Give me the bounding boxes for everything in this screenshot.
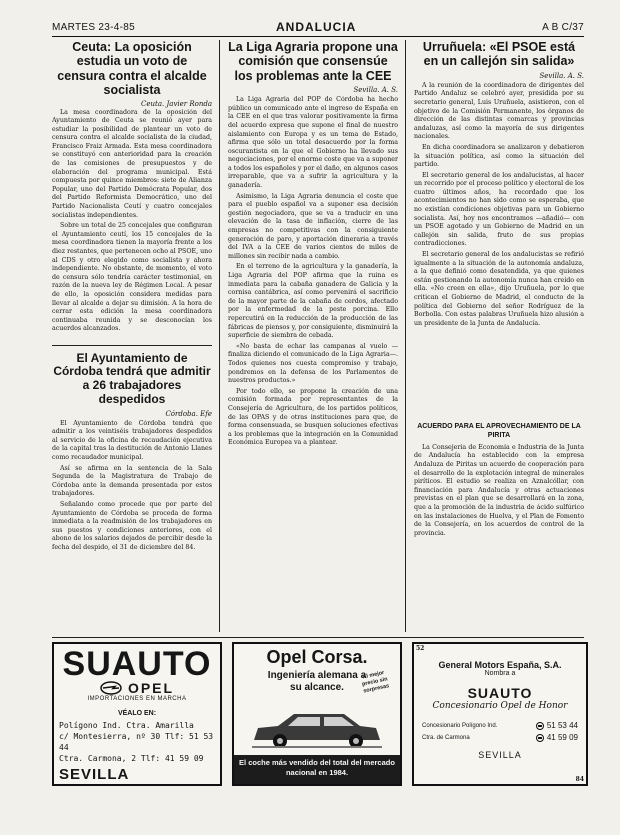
gm-desc: Concesionario Opel de Honor [432, 701, 568, 711]
paragraph: El secretario general de los andalucistas se refirió igualmente a la situación de la autonomía andaluza, a la que definió como desatendida, ya que quienes están gestionando la autonomía nunca han creído en ella. «No creen en ella», dijo Uruñuela, por lo que critican el Gobierno de Madrid, el conducto de la política del Gobierno del señor Rodríguez de la Borbolla. Con estas palabras Uruñuela hizo alusión a un presidente de la Junta de Andalucía. [414, 251, 584, 327]
column-2 [228, 40, 398, 623]
suauto-visit: VÉALO EN: [117, 710, 157, 717]
cordoba-body [52, 420, 212, 638]
paragraph: En dicha coordinadora se analizaron y debatieron la situación política, así como la situación del partido. [414, 143, 584, 169]
car-illustration [248, 706, 384, 750]
gm-corner-b: 84 [575, 776, 584, 783]
ceuta-headline: Ceuta: La oposición estudia un voto de censura contra el alcalde socialista [57, 40, 207, 98]
liga-byline: Sevilla. A. S. [353, 86, 398, 95]
gm-contact-phone: 41 59 09 [546, 733, 578, 742]
gm-contact-label: Concesionario Polígono Ind. [422, 722, 498, 729]
opel-logo-icon [100, 681, 122, 695]
column-rule [405, 40, 406, 632]
page-number: A B C/37 [542, 22, 584, 33]
suauto-city: SEVILLA [59, 766, 130, 783]
liga-headline: La Liga Agraria propone una comisión que consensúe los problemas ante la CEE [228, 40, 398, 83]
gm-corner-a: 52 [416, 645, 425, 652]
gm-contact-label: Ctra. de Carmona [422, 734, 470, 741]
pirita-subhead: ACUERDO PARA EL APROVECHAMIENTO DE LA PIRITA [417, 422, 581, 439]
gm-contact-phone: 51 53 44 [546, 721, 578, 730]
paragraph: El Ayuntamiento de Córdoba tendrá que admitir a los veintiséis trabajadores despedidos al servicio de la oficina de recaudación ejecutiva de la capital tras la destitución de Antonio Llanes como recaudador municipal. [52, 419, 212, 462]
liga-body [228, 96, 398, 623]
urrunuela-body [414, 82, 584, 414]
gm-appoints: Nombra a [484, 670, 516, 677]
paragraph: A la reunión de la coordinadora de dirigentes del Partido Andaluz se celebró ayer, presidida por su secretario general, Luis Uruñuela, asistieron, con el objetivo de la Comisión Permanente, los órganos de dirección de las distintas comarcas y provincias andaluzas, así como la mayoría de sus dirigentes nacionales. [414, 81, 584, 141]
ads-divider [52, 637, 584, 638]
column-1 [52, 40, 212, 638]
corsa-title: Opel Corsa. [266, 647, 368, 667]
opel-make: OPEL [127, 680, 175, 696]
paragraph: Señalando como procede que por parte del Ayuntamiento de Córdoba se proceda de forma inmediata a la readmisión de los trabajadores en sus puestos y condiciones anteriores, con el abono de los salarios dejados de percibir desde la fecha del despido, el 31 de diciembre del 84. [52, 501, 212, 551]
address-line: Polígono Ind. Ctra. Amarilla [59, 721, 194, 730]
gm-contact-row [422, 721, 578, 730]
paragraph: Sobre un total de 25 concejales que configuran el Ayuntamiento ceutí, los 15 concejales de la mesa coordinadora tienen la mayoría frente a los diez restantes, que pertenecen ocho al PSOE, uno al CDS y otro elegido como socialista y ahora independiente. No obstante, de momento, el voto de censura sólo tendría carácter testimonial, en razón de la nueva ley de Régimen Local. A pesar de ello, la oposición considera medidas para llevar al alcalde a dejar su dimisión. A la hora de cerrar esta edición la mesa coordinadora continuaba reunida y se desconocían los acuerdos alcanzados. [52, 222, 212, 333]
issue-date: MARTES 23-4-85 [52, 22, 135, 33]
corsa-subtitle: Ingeniería alemana a su alcance. [267, 670, 367, 693]
gm-contact-row [422, 733, 578, 742]
section-title: ANDALUCIA [276, 20, 357, 34]
cordoba-headline: El Ayuntamiento de Córdoba tendrá que admitir a 26 trabajadores despedidos [53, 350, 211, 406]
urrunuela-headline: Urruñuela: «El PSOE está en un callejón sin salida» [422, 40, 576, 69]
gm-company: General Motors España, S.A. [438, 660, 562, 670]
paragraph: La Liga Agraria del POP de Córdoba ha hecho público un comunicado ante el ingreso de España en la CEE en el que tras valorar positivamente la firma del acuerdo expresa que supone el final de nuestro aislamiento con Europa y es un tema de Estado, afirma que sólo un total desacuerdo por la forma oscurantista en la que el Gobierno ha llevado sus negociaciones, por el enorme coste que va a suponer a todos los españoles y por el daño, en algunos casos irreparable, que va a sufrir la agricultura y la ganadería. [228, 96, 398, 190]
suauto-addresses [59, 720, 220, 764]
paragraph: «No basta de echar las campanas al vuelo —finaliza diciendo el comunicado de la Liga Agraria—. Todos quienes nos cuesta compromiso y trabajo, pondremos en la defensa de los Parlamentos de nuestros productos.» [228, 342, 398, 385]
corsa-badge: Al mejor precio sin sorpresas [361, 669, 390, 695]
paragraph: Así se afirma en la sentencia de la Sala Segunda de la Magistratura de Trabajo de Córdoba ante la demanda presentada por estos trabajadores. [52, 464, 212, 498]
header-rule [52, 36, 584, 37]
column-rule [219, 40, 220, 632]
suauto-ad [52, 642, 222, 786]
paragraph: Asimismo, la Liga Agraria denuncia el coste que para el pueblo español va a suponer esa decisión gestión negociadora, que se va a traducir en una elevación de la tasa de inflación, cierre de las empresas no competitivas con la consiguiente generación de paro, y aportación dineraria a través del IVA a la CEE de varios cientos de miles de millones sin recibir nada a cambio. [228, 192, 398, 260]
address-line: c/ Montesierra, nº 30 Tlf: 51 53 44 [59, 732, 214, 752]
article-divider [52, 345, 212, 346]
paragraph: Por todo ello, se propone la creación de una comisión formada por representantes de la Consejería de Agricultura, de los partidos políticos, de las OPAS y de otras instituciones para que, de forma consensuada, se busquen soluciones efectivas a los problemas que la integración en la Comunidad Económica Europea va a plantear. [228, 387, 398, 447]
paragraph: La mesa coordinadora de la oposición del Ayuntamiento de Ceuta se reunió ayer para estudiar la posibilidad de plantear un voto de censura contra el alcalde socialista de la ciudad, Francisco Fraiz Armada. Esta mesa coordinadora se constituyó con anterioridad para la creación de las comisiones de presupuestos y de elaboración del programa municipal. Está compuesta por quince miembros: siete de Alianza Popular, uno del Partido Demócrata Popular, dos del Partido Reformista Democrático, uno del Partido Nacionalista Ceutí y cuatro concejales socialistas independientes. [52, 108, 212, 219]
address-line: Ctra. Carmona, 2 Tlf: 41 59 09 [59, 754, 204, 763]
suauto-tagline: IMPORTACIONES EN MARCHA [87, 696, 187, 702]
urrunuela-byline: Sevilla. A. S. [539, 71, 584, 80]
column-3 [414, 40, 584, 576]
phone-icon [536, 734, 544, 742]
phone-icon [536, 722, 544, 730]
paragraph: En el terreno de la agricultura y la ganadería, la Liga Agraria del POP afirma que la ruina es inmediata para la cabaña ganadera de Galicia y la cornisa cantábrica, así como pervenirá el sacrificio de la mayor parte de la cabaña de cerdos, afectado por la enfermedad de la peste porcina. Ello repercutirá en la reducción de la producción de las fábricas de piensos y, por consiguiente, disminuirá la superficie de siembra de cebada. [228, 263, 398, 340]
paragraph: El secretario general de los andalucistas, al hacer un recorrido por el proceso político y electoral de los cuatro últimos años, ha recordado que los acontecimientos no han sido como se esperaba, que no existían condiciones objetivas para un Gobierno socialista. Así, hoy nos encontramos —añadió— con un PSOE agotado y un Gobierno de Madrid en un callejón sin salida, fruto de sus propias contradicciones. [414, 171, 584, 248]
corsa-ad [232, 642, 402, 786]
gm-brand: SUAUTO [467, 685, 533, 701]
ceuta-body [52, 109, 212, 341]
ceuta-byline: Ceuta. Javier Ronda [141, 99, 212, 108]
gm-ad [412, 642, 588, 786]
suauto-brand: SUAUTO [62, 645, 212, 683]
pirita-body [414, 444, 584, 576]
gm-contacts [422, 721, 578, 742]
cordoba-byline: Córdoba. Efe [165, 409, 212, 418]
corsa-footer: El coche más vendido del total del mercado nacional en 1984. [234, 755, 400, 784]
gm-city: SEVILLA [478, 750, 522, 760]
paragraph: La Consejería de Economía e Industria de la Junta de Andalucía ha establecido con la empresa Andaluza de Piritas un acuerdo de cooperación para el desarrollo de la explotación integral de minerales piríticos. El estudio se realiza en Aznalcóllar, con financiación para Andalucía y otras actuaciones previstas en el plan que se desarrollará en la zona, que a la promoción de la industria de ácido sulfúrico en las instalaciones de Huelva, y el Plan de Fomento de la Consejería, en los acuerdos de control de la provincia. [414, 443, 584, 537]
